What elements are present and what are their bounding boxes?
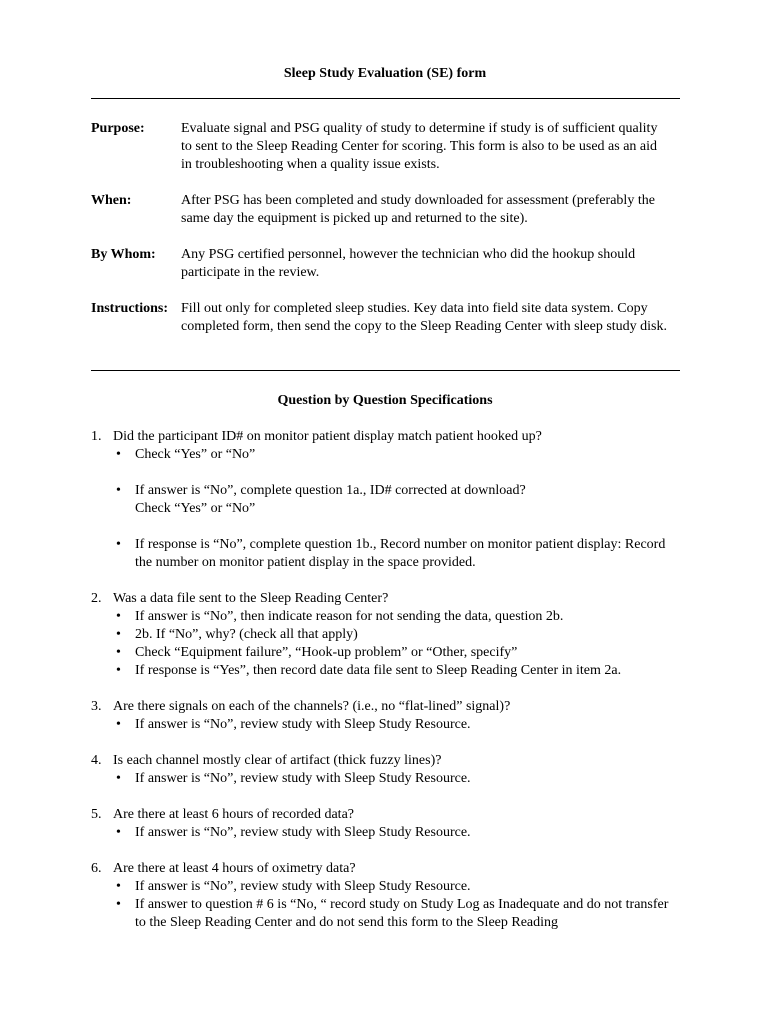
field-instructions <box>91 300 680 336</box>
list-item <box>113 662 680 680</box>
list-item <box>113 446 680 464</box>
list-item <box>113 626 680 644</box>
field-when <box>91 192 680 228</box>
bullet-icon: • <box>116 717 121 732</box>
list-item <box>113 896 680 932</box>
list-item <box>113 716 680 734</box>
bullet-icon: • <box>116 483 121 498</box>
bullet-icon: • <box>116 663 121 678</box>
bullet-icon: • <box>116 897 121 912</box>
list-item <box>113 770 680 788</box>
field-label: Purpose: <box>91 121 145 136</box>
question-text: Are there signals on each of the channels? (i.e., no “flat-lined” signal)? <box>113 699 511 714</box>
question-4 <box>91 752 680 788</box>
field-label: Instructions: <box>91 301 169 316</box>
bullet-text: If answer to question # 6 is “No, “ record study on Study Log as Inadequate and do not transfer to the Sleep Reading Center and do not send this form to the Sleep Reading <box>135 897 669 930</box>
field-text: After PSG has been completed and study downloaded for assessment (preferably the same day the equipment is picked up and returned to the site). <box>181 193 655 226</box>
question-number: 6. <box>91 861 102 876</box>
bullet-icon: • <box>116 771 121 786</box>
list-item <box>113 482 555 518</box>
question-text: Was a data file sent to the Sleep Reading Center? <box>113 591 389 606</box>
divider-middle <box>91 370 680 371</box>
bullet-icon: • <box>116 447 121 462</box>
field-purpose <box>91 120 680 174</box>
bullet-icon: • <box>116 609 121 624</box>
question-text: Are there at least 6 hours of recorded data? <box>113 807 354 822</box>
question-number: 5. <box>91 807 102 822</box>
field-label: By Whom: <box>91 247 156 262</box>
list-item <box>113 644 680 662</box>
bullet-icon: • <box>116 627 121 642</box>
field-label: When: <box>91 193 132 208</box>
question-2 <box>91 590 680 680</box>
field-by-whom <box>91 246 680 282</box>
bullet-text: If answer is “No”, then indicate reason for not sending the data, question 2b. <box>135 609 564 624</box>
bullet-text: If answer is “No”, review study with Sleep Study Resource. <box>135 825 471 840</box>
list-item <box>113 824 680 842</box>
question-1 <box>91 428 680 572</box>
bullet-text: If response is “No”, complete question 1b., Record number on monitor patient display: Record the number on monitor patient display in the space provided. <box>135 537 666 570</box>
section-title: Question by Question Specifications <box>277 393 493 408</box>
question-number: 4. <box>91 753 102 768</box>
bullet-icon: • <box>116 645 121 660</box>
list-item <box>113 536 680 572</box>
question-6 <box>91 860 680 932</box>
question-text: Did the participant ID# on monitor patient display match patient hooked up? <box>113 429 542 444</box>
question-text: Is each channel mostly clear of artifact (thick fuzzy lines)? <box>113 753 442 768</box>
form-title: Sleep Study Evaluation (SE) form <box>283 66 487 81</box>
field-text: Fill out only for completed sleep studies. Key data into field site data system. Copy completed form, then send the copy to the Sleep Reading Center with sleep study disk. <box>181 301 668 334</box>
question-3 <box>91 698 680 734</box>
bullet-text: Check “Equipment failure”, “Hook-up problem” or “Other, specify” <box>135 645 518 660</box>
question-number: 2. <box>91 591 102 606</box>
field-text: Any PSG certified personnel, however the technician who did the hookup should participate in the review. <box>181 247 636 280</box>
bullet-text: If answer is “No”, review study with Sleep Study Resource. <box>135 771 471 786</box>
bullet-text: If answer is “No”, complete question 1a., ID# corrected at download? Check “Yes” or “No” <box>135 483 526 516</box>
bullet-icon: • <box>116 879 121 894</box>
question-5 <box>91 806 680 842</box>
divider-top <box>91 98 680 99</box>
field-text: Evaluate signal and PSG quality of study to determine if study is of sufficient quality to sent to the Sleep Reading Center for scoring. This form is also to be used as an aid in troubleshooting when a quality issue exists. <box>181 121 658 172</box>
bullet-text: If answer is “No”, review study with Sleep Study Resource. <box>135 717 471 732</box>
bullet-text: Check “Yes” or “No” <box>135 447 256 462</box>
list-item <box>113 878 680 896</box>
question-number: 1. <box>91 429 102 444</box>
list-item <box>113 608 680 626</box>
question-number: 3. <box>91 699 102 714</box>
bullet-text: 2b. If “No”, why? (check all that apply) <box>135 627 358 642</box>
bullet-icon: • <box>116 537 121 552</box>
bullet-text: If answer is “No”, review study with Sleep Study Resource. <box>135 879 471 894</box>
question-text: Are there at least 4 hours of oximetry data? <box>113 861 356 876</box>
bullet-text: If response is “Yes”, then record date data file sent to Sleep Reading Center in item 2a. <box>135 663 622 678</box>
bullet-icon: • <box>116 825 121 840</box>
